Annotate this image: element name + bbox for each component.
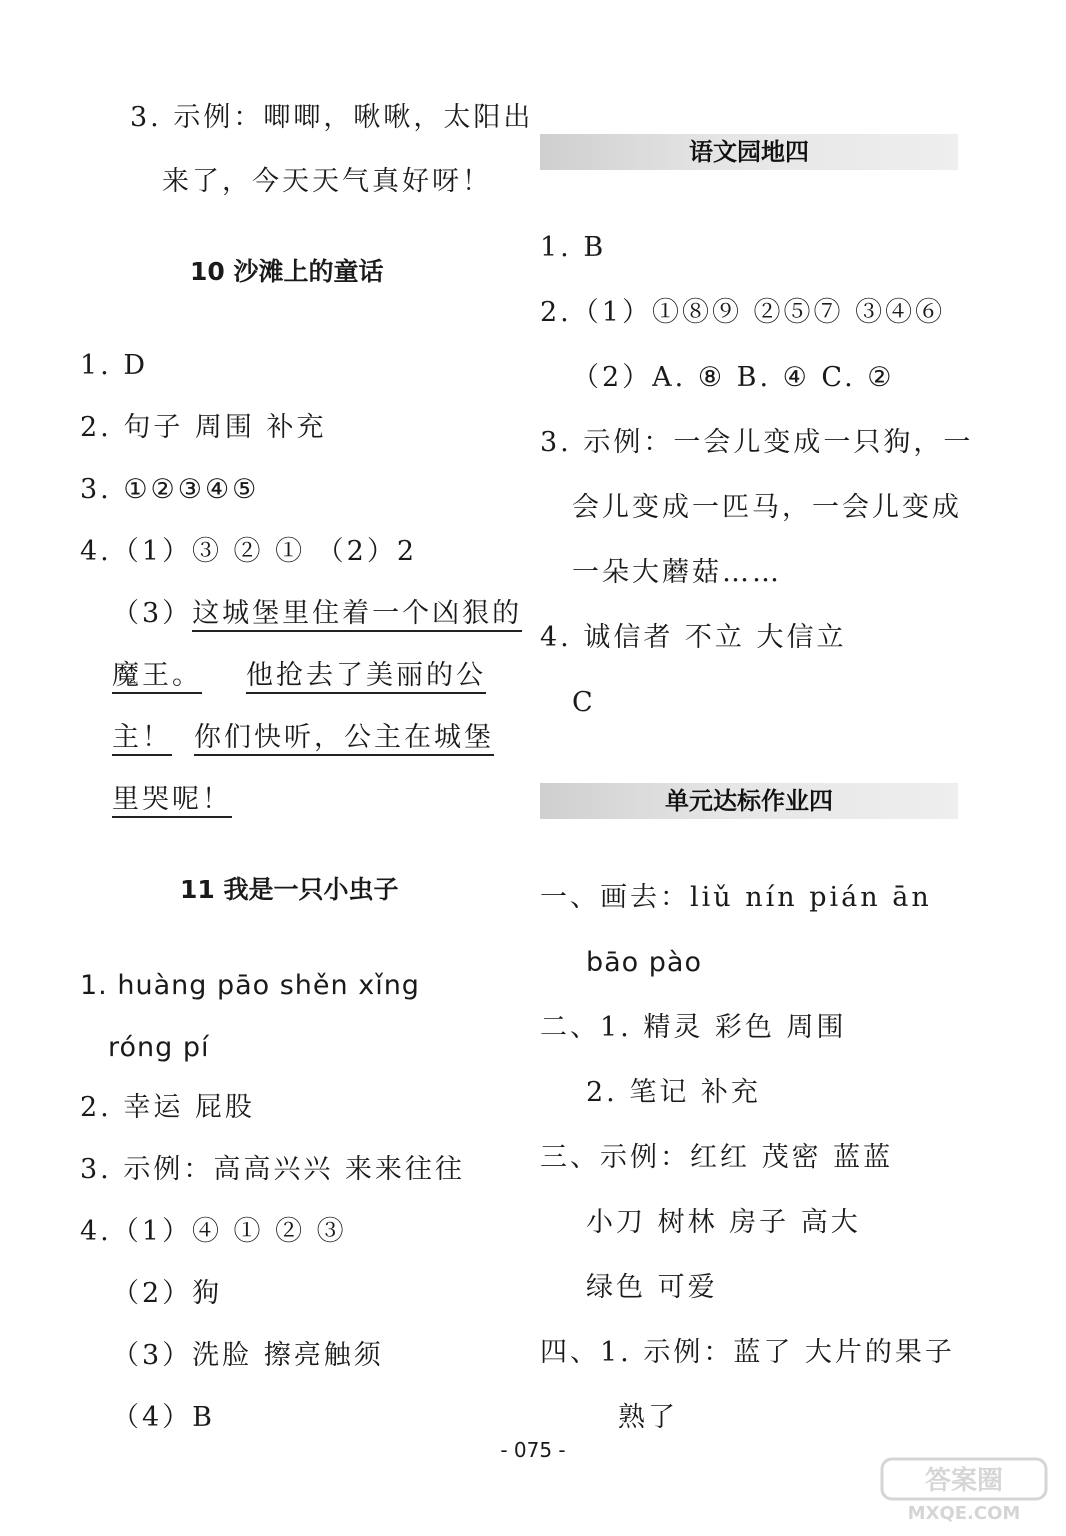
answer-line: 2.（1）①⑧⑨ ②⑤⑦ ③④⑥ <box>540 297 946 328</box>
section-banner-unit-test: 单元达标作业四 <box>540 783 958 819</box>
answer-line: 3. ①②③④⑤ <box>80 474 260 505</box>
answer-line: 1. D <box>80 350 148 381</box>
answer-line: 3. 示例：高高兴兴 来来往往 <box>80 1154 465 1185</box>
answer-line: 熟了 <box>618 1402 678 1433</box>
watermark-logo <box>880 1455 1050 1525</box>
answer-line: 二、1. 精灵 彩色 周围 <box>540 1012 847 1043</box>
sub-question-label: （3） <box>112 598 193 629</box>
answer-line: （2）A. ⑧ B. ④ C. ② <box>572 362 895 393</box>
answer-line: 一朵大蘑菇…… <box>572 557 782 588</box>
answer-line: 1. huàng pāo shěn xǐng <box>80 970 420 1001</box>
answer-line: 2. 笔记 补充 <box>586 1077 761 1108</box>
underlined-sentence: 你们快听，公主在城堡 <box>194 722 494 756</box>
answer-line: 三、示例：红红 茂密 蓝蓝 <box>540 1142 894 1173</box>
answer-line: 小刀 树林 房子 高大 <box>586 1207 861 1238</box>
underlined-sentence: 魔王。 <box>112 660 202 694</box>
answer-line: （2）狗 <box>112 1278 223 1309</box>
lesson-11-heading: 11 我是一只小虫子 <box>180 875 399 904</box>
answer-line: 3. 示例：唧唧，啾啾，太阳出 <box>130 102 534 133</box>
answer-line: 4.（1）③ ② ① （2）2 <box>80 536 418 567</box>
answer-line <box>112 656 486 696</box>
svg-text:答案圈: 答案圈 <box>924 1466 1004 1496</box>
answer-line: 1. B <box>540 232 607 263</box>
answer-line: （3）洗脸 擦亮触须 <box>112 1340 384 1371</box>
answer-line: 4.（1）④ ① ② ③ <box>80 1216 347 1247</box>
answer-line: C <box>572 687 596 718</box>
answer-line: 绿色 可爱 <box>586 1272 718 1303</box>
answer-line: 会儿变成一匹马，一会儿变成 <box>572 492 962 523</box>
answer-line: 3. 示例：一会儿变成一只狗，一 <box>540 427 974 458</box>
answer-line <box>112 780 232 820</box>
underlined-sentence: 主！ <box>112 722 172 756</box>
answer-line <box>112 594 522 634</box>
underlined-sentence: 这城堡里住着一个凶狠的 <box>192 598 522 632</box>
underlined-sentence: 他抢去了美丽的公 <box>246 660 486 694</box>
underlined-sentence: 里哭呢！ <box>112 784 232 818</box>
answer-line: 四、1. 示例：蓝了 大片的果子 <box>540 1337 955 1368</box>
answer-line: 一、画去：liǔ nín pián ān <box>540 882 932 913</box>
answer-line: bāo pào <box>586 947 702 978</box>
page-number: - 075 - <box>500 1438 566 1462</box>
answer-line: （4）B <box>112 1402 216 1433</box>
answer-line: 4. 诚信者 不立 大信立 <box>540 622 847 653</box>
section-banner-yuwen-yuandi: 语文园地四 <box>540 134 958 170</box>
answer-line: 2. 幸运 屁股 <box>80 1092 255 1123</box>
svg-text:MXQE.COM: MXQE.COM <box>907 1503 1021 1524</box>
answer-line: 2. 句子 周围 补充 <box>80 412 327 443</box>
answer-line: róng pí <box>108 1032 210 1063</box>
answer-line: 来了，今天天气真好呀！ <box>162 166 492 197</box>
answer-line <box>112 718 494 758</box>
lesson-10-heading: 10 沙滩上的童话 <box>190 257 384 286</box>
